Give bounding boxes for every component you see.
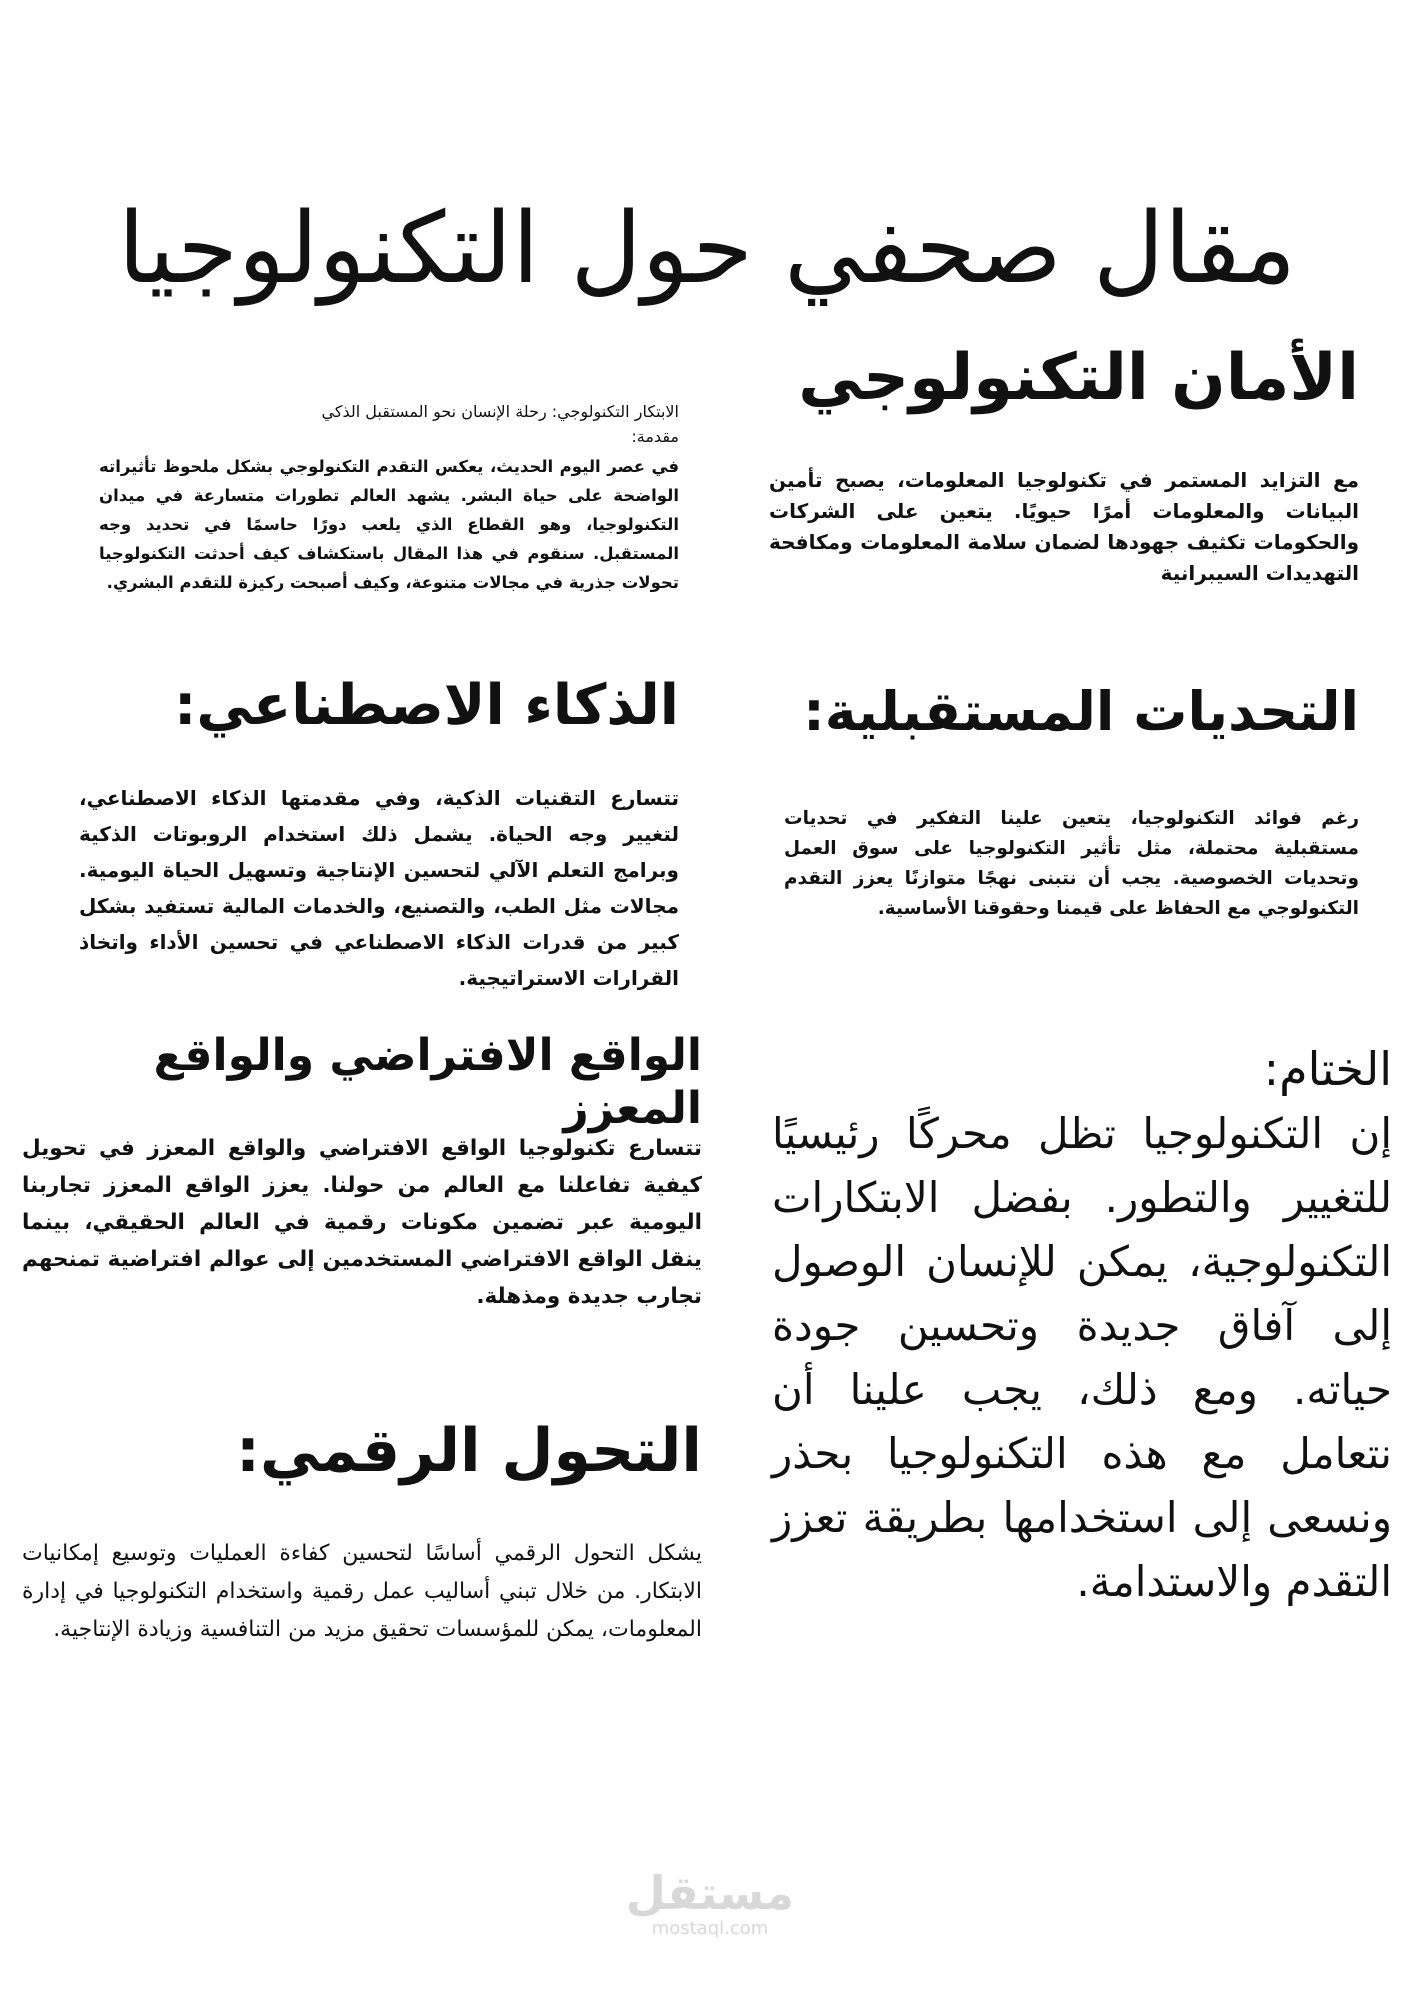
vr-ar-heading: الواقع الافتراضي والواقع المعزز [153,1030,702,1134]
security-body: مع التزايد المستمر في تكنولوجيا المعلومات، يصبح تأمين البيانات والمعلومات أمرًا حيويًا. يتعين على الشركات والحكومات تكثيف جهودها لضمان سلامة المعلومات ومكافحة التهديدات السيبرانية [769,468,1359,585]
intro-body: في عصر اليوم الحديث، يعكس التقدم التكنولوجي بشكل ملحوظ تأثيراته الواضحة على حياة البشر. يشهد العالم تطورات متسارعة في ميدان التكنولوجيا، وهو القطاع الذي يلعب دورًا حاسمًا في تحديد وجه المستقبل. سنقوم في هذا المقال باستكشاف كيف أحدثت التكنولوجيا تحولات جذرية في مجالات متنوعة، وكيف أصبحت ركيزة للتقدم البشري. [99,457,679,592]
ai-heading: الذكاء الاصطناعي: [173,673,679,738]
intro-label: مقدمة: [631,427,679,446]
future-challenges-body: رغم فوائد التكنولوجيا، يتعين علينا التفكير في تحديات مستقبلية محتملة، مثل تأثير التكنولوجيا على سوق العمل وتحديات الخصوصية. يجب أن نتبنى نهجًا متوازنًا يعزز التقدم التكنولوجي مع الحفاظ على قيمنا وحقوقنا الأساسية. [784,808,1359,919]
ai-body: تتسارع التقنيات الذكية، وفي مقدمتها الذكاء الاصطناعي، لتغيير وجه الحياة. يشمل ذلك استخدام الروبوتات الذكية وبرامج التعلم الآلي لتحسين الإنتاجية وتسهيل الحياة اليومية. مجالات مثل الطب، والتصنيع، والخدمات المالية تستفيد بشكل كبير من قدرات الذكاء الاصطناعي في تحسين الأداء واتخاذ القرارات الاستراتيجية. [79,786,679,990]
conclusion-heading: الختام: [1263,1042,1392,1096]
digital-transformation-body: يشكل التحول الرقمي أساسًا لتحسين كفاءة العمليات وتوسيع إمكانيات الابتكار. من خلال تبني أساليب عمل رقمية واستخدام التكنولوجيا في إدارة المعلومات، يمكن للمؤسسات تحقيق مزيد من التنافسية وزيادة الإنتاجية. [22,1541,702,1642]
intro-headline: الابتكار التكنولوجي: رحلة الإنسان نحو المستقبل الذكي [321,402,679,421]
watermark [620,1866,800,1941]
vr-ar-body: تتسارع تكنولوجيا الواقع الافتراضي والواقع المعزز في تحويل كيفية تفاعلنا مع العالم من حولنا. يعزز الواقع المعزز تجاربنا اليومية عبر تضمين مكونات رقمية في العالم الحقيقي، بينما ينقل الواقع الافتراضي المستخدمين إلى عوالم افتراضية تمنحهم تجارب جديدة ومذهلة. [22,1136,702,1309]
conclusion-body: إن التكنولوجيا تظل محركًا رئيسيًا للتغيير والتطور. بفضل الابتكارات التكنولوجية، يمكن للإنسان الوصول إلى آفاق جديدة وتحسين جودة حياته. ومع ذلك، يجب علينا أن نتعامل مع هذه التكنولوجيا بحذر ونسعى إلى استخدامها بطريقة تعزز التقدم والاستدامة. [772,1109,1392,1606]
watermark-url: mostaql.com [651,1918,769,1939]
page-title: مقال صحفي حول التكنولوجيا [117,191,1297,306]
security-heading: الأمان التكنولوجي [798,341,1359,415]
watermark-logo: مستقل [625,1866,795,1920]
future-challenges-heading: التحديات المستقبلية: [803,680,1359,743]
digital-transformation-heading: التحول الرقمي: [235,1416,702,1486]
